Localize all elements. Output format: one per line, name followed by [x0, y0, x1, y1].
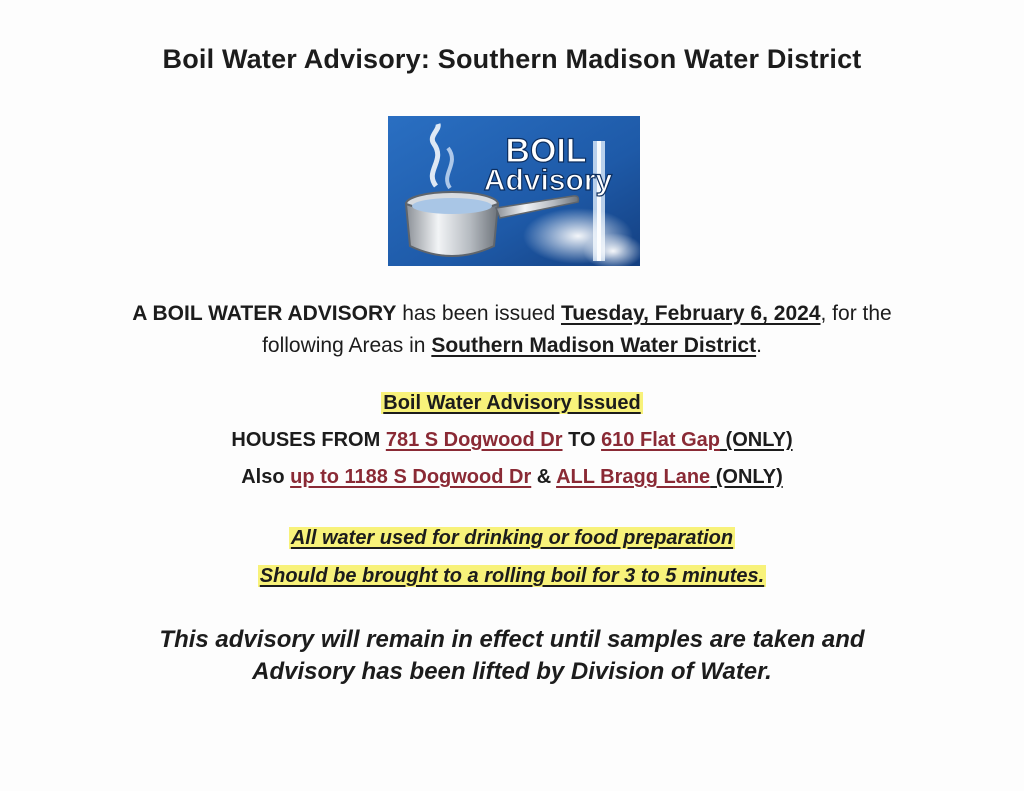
- area-line-2: [0, 466, 1024, 489]
- district-name: Southern Madison Water District: [431, 334, 757, 357]
- area1-suffix: (ONLY): [720, 429, 793, 451]
- instruction-line-2: [0, 565, 1024, 588]
- area1-from: 781 S Dogwood Dr: [385, 429, 563, 451]
- area-line-1: [0, 429, 1024, 452]
- page-title: Boil Water Advisory: Southern Madison Water District: [162, 44, 862, 74]
- issue-date: Tuesday, February 6, 2024: [560, 302, 821, 325]
- intro-text-2: , for the: [820, 302, 892, 325]
- area1-to: 610 Flat Gap: [601, 429, 720, 451]
- instruction-2: Should be brought to a rolling boil for 3 to 5 minutes.: [259, 565, 765, 587]
- intro-paragraph: [0, 298, 1024, 362]
- instruction-1: All water used for drinking or food preparation: [290, 527, 734, 549]
- status-heading: Boil Water Advisory Issued: [383, 392, 641, 414]
- area2-mid: &: [531, 466, 557, 488]
- banner-line2: Advisory: [483, 164, 613, 197]
- intro-text-4: .: [756, 334, 762, 357]
- advisory-lead: A BOIL WATER ADVISORY: [132, 302, 397, 325]
- intro-text-3: following Areas in: [262, 334, 432, 357]
- area2-lane: ALL Bragg Lane: [556, 466, 711, 488]
- boil-advisory-banner: [388, 116, 640, 266]
- intro-text-1: has been issued: [396, 302, 561, 325]
- area2-prefix: Also: [241, 466, 291, 488]
- instruction-line-1: [0, 527, 1024, 550]
- closing-statement: [0, 624, 1024, 688]
- area1-mid: TO: [562, 429, 602, 451]
- area1-prefix: HOUSES FROM: [231, 429, 386, 451]
- area2-suffix: (ONLY): [710, 466, 783, 488]
- closing-line-2: Advisory has been lifted by Division of Water.: [252, 658, 772, 685]
- status-heading-line: [0, 392, 1024, 415]
- closing-line-1: This advisory will remain in effect until samples are taken and: [159, 626, 865, 653]
- area2-range: up to 1188 S Dogwood Dr: [290, 466, 532, 488]
- banner-line1: BOIL: [505, 132, 587, 170]
